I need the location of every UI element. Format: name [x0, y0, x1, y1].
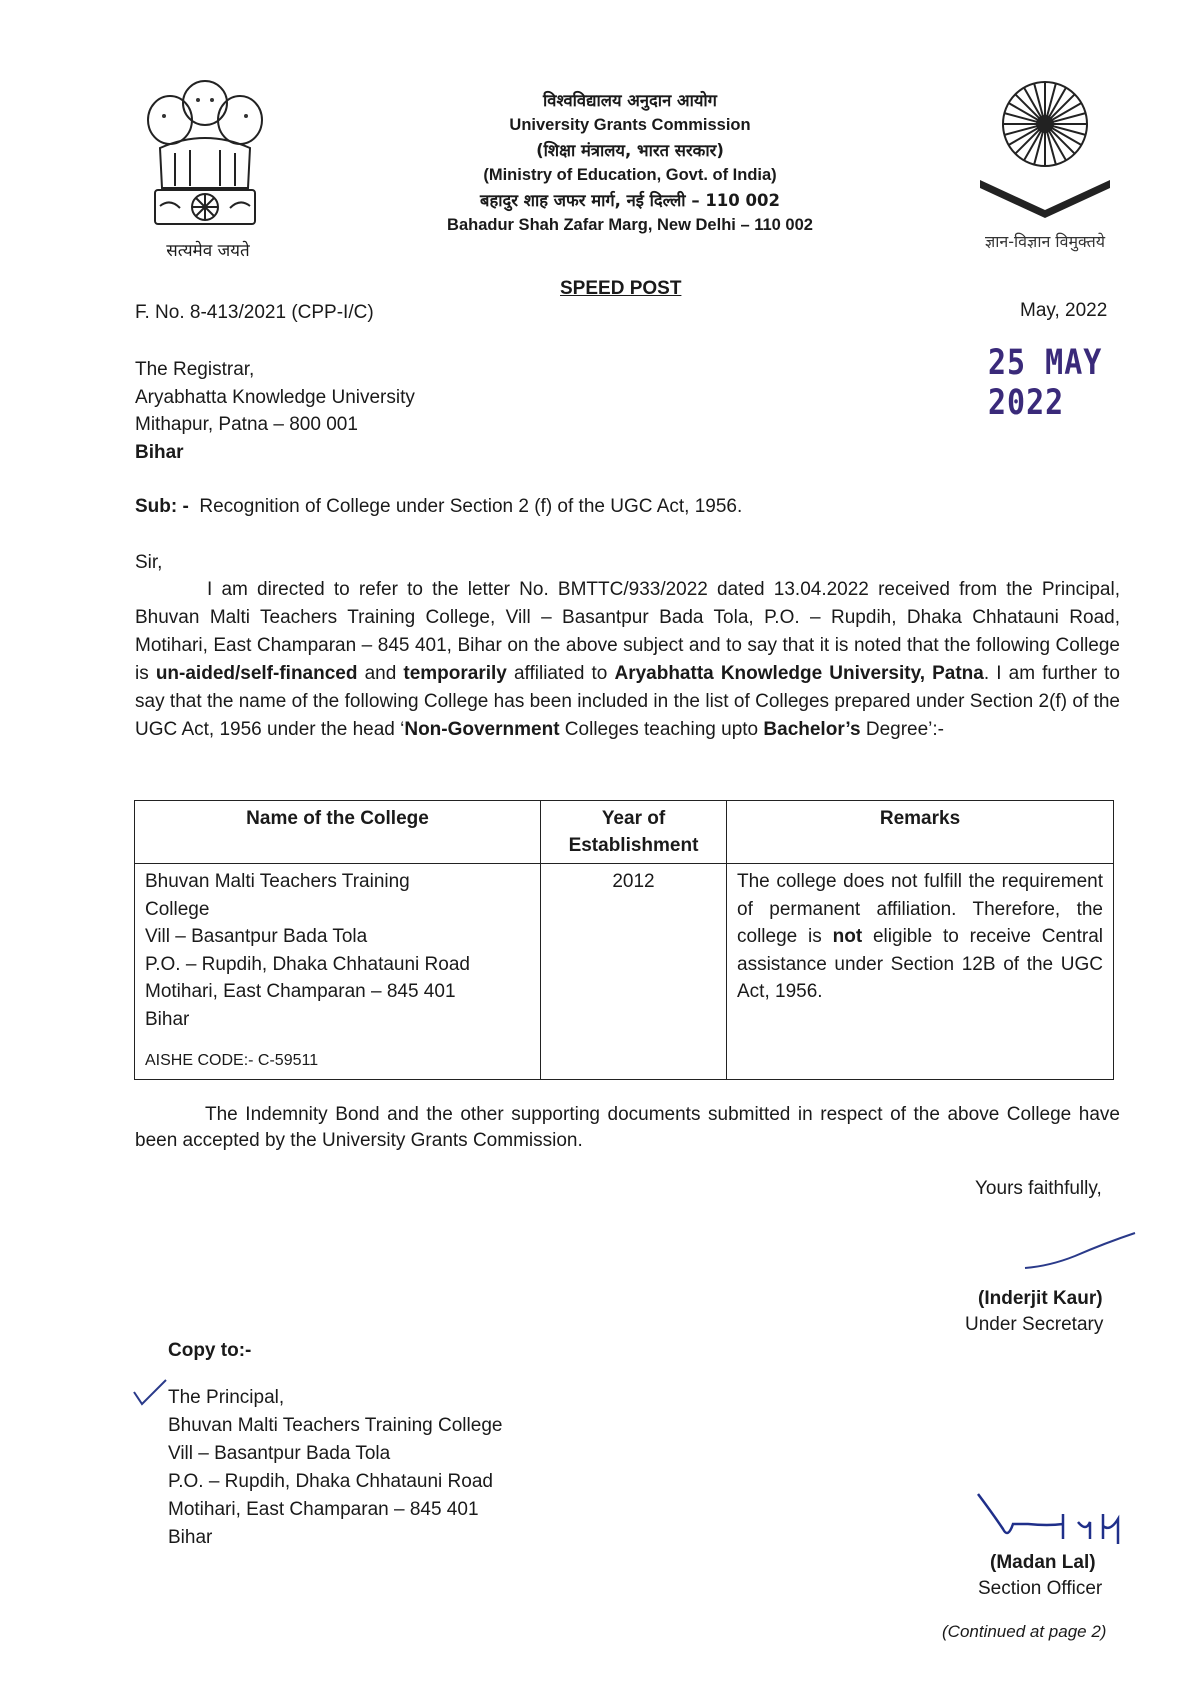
subject-text: Recognition of College under Section 2 (f) of the UGC Act, 1956.	[199, 496, 743, 517]
body-paragraph	[135, 576, 1120, 744]
org-name: University Grants Commission	[509, 116, 751, 134]
letter-date: May, 2022	[1020, 300, 1108, 321]
org-name-hindi: विश्वविद्यालय अनुदान आयोग	[543, 91, 717, 110]
subject-line	[135, 496, 742, 518]
body-text: and	[357, 663, 404, 684]
remarks-text: eligible to receive Central assistance under Section 12B of the UGC Act, 1956.	[737, 926, 1103, 1002]
signer1-name: (Inderjit Kaur)	[978, 1288, 1103, 1309]
body-bold: temporarily	[403, 663, 507, 684]
speed-post-label: SPEED POST	[560, 278, 682, 299]
file-number: F. No. 8-413/2021 (CPP-I/C)	[135, 302, 374, 323]
college-name-cell	[135, 864, 541, 1080]
signature-madan-lal	[968, 1484, 1128, 1554]
date-stamp: 25 MAY 2022	[988, 342, 1103, 424]
copy-to-line: Motihari, East Champaran – 845 401	[168, 1499, 479, 1520]
body-text: affiliated to	[506, 663, 615, 684]
body-bold: Non-Government	[404, 719, 560, 740]
recipient-line: Bihar	[135, 441, 184, 463]
college-name-line: Motihari, East Champaran – 845 401	[145, 981, 456, 1002]
remarks-text: The college does not fulfill the requirement of permanent affiliation. Therefore, the college is	[737, 871, 1103, 947]
college-name-line: College	[145, 898, 210, 920]
header-year: Year of Establishment	[541, 801, 727, 864]
aishe-code: AISHE CODE:- C-59511	[145, 1052, 319, 1069]
motto-satyamev-jayate: सत्यमेव जयते	[166, 241, 250, 261]
recipient-address	[135, 356, 415, 466]
body-text: Degree’:-	[860, 719, 944, 740]
copy-to-line: The Principal,	[168, 1387, 285, 1408]
recipient-line: Mithapur, Patna – 800 001	[135, 414, 358, 435]
ministry-hindi: (शिक्षा मंत्रालय, भारत सरकार)	[536, 141, 724, 160]
salutation: Sir,	[135, 552, 163, 573]
continued-note: (Continued at page 2)	[942, 1622, 1107, 1641]
college-table	[134, 800, 1114, 1080]
remarks-bold: not	[832, 926, 863, 947]
org-address: Bahadur Shah Zafar Marg, New Delhi – 110 002	[447, 216, 813, 234]
college-name-line: Bihar	[145, 1008, 190, 1030]
college-name-line: P.O. – Rupdih, Dhaka Chhatauni Road	[145, 953, 470, 975]
letterhead	[380, 88, 880, 238]
indemnity-paragraph	[135, 1102, 1120, 1154]
body-text: . I am further to say that the name of the following College has been included in the list of Colleges prepared under Section 2(f) of the UGC Act, 1956 under the head ‘	[135, 663, 1120, 740]
copy-to-address	[168, 1384, 502, 1552]
copy-to-line: Vill – Basantpur Bada Tola	[168, 1443, 391, 1464]
closing: Yours faithfully,	[975, 1178, 1102, 1199]
address-hindi: बहादुर शाह जफर मार्ग, नई दिल्ली – 110 002	[480, 191, 780, 210]
signer2-designation: Section Officer	[978, 1578, 1103, 1599]
signer1-designation: Under Secretary	[965, 1314, 1104, 1335]
ugc-logo	[970, 62, 1120, 222]
national-emblem-logo	[130, 58, 280, 258]
copy-to-title: Copy to:-	[168, 1340, 252, 1361]
recipient-line: The Registrar,	[135, 359, 255, 380]
remarks-cell	[727, 864, 1114, 1080]
copy-to-line: P.O. – Rupdih, Dhaka Chhatauni Road	[168, 1471, 493, 1492]
body-text: Colleges teaching upto	[559, 719, 764, 740]
college-name-line: Vill – Basantpur Bada Tola	[145, 926, 368, 947]
header-college-name: Name of the College	[135, 801, 541, 864]
ministry: (Ministry of Education, Govt. of India)	[483, 166, 777, 184]
indemnity-text: The Indemnity Bond and the other supporting documents submitted in respect of the above College have been accepted by the University Grants Commission.	[135, 1104, 1120, 1151]
signature-inderjit-kaur	[1020, 1228, 1140, 1278]
copy-to-line: Bihar	[168, 1527, 213, 1548]
recipient-line: Aryabhatta Knowledge University	[135, 386, 415, 408]
body-text: I am directed to refer to the letter No. BMTTC/933/2022 dated 13.04.2022 received from the Principal, Bhuvan Malti Teachers Training College, Vill – Basantpur Bada Tola, P.O. – Rupdih, Dhaka Chhatauni Road, Motihari, East Champaran – 845 401, Bihar on the above subject and to say that it is noted that the following College is	[135, 579, 1120, 684]
table-row	[135, 864, 1114, 1080]
college-name-line: Bhuvan Malti Teachers Training	[145, 871, 410, 892]
year-cell: 2012	[541, 864, 727, 1080]
subject-label: Sub: -	[135, 496, 189, 517]
table-header-row	[135, 801, 1114, 864]
signer2-name: (Madan Lal)	[990, 1552, 1096, 1573]
body-bold: un-aided/self-financed	[155, 663, 358, 684]
body-bold: Aryabhatta Knowledge University, Patna	[614, 663, 984, 684]
motto-gyan-vigyan: ज्ञान-विज्ञान विमुक्तये	[984, 232, 1106, 251]
copy-to-line: Bhuvan Malti Teachers Training College	[168, 1415, 503, 1436]
header-remarks: Remarks	[727, 801, 1114, 864]
body-bold: Bachelor’s	[763, 719, 861, 740]
tick-mark-icon	[130, 1378, 170, 1408]
